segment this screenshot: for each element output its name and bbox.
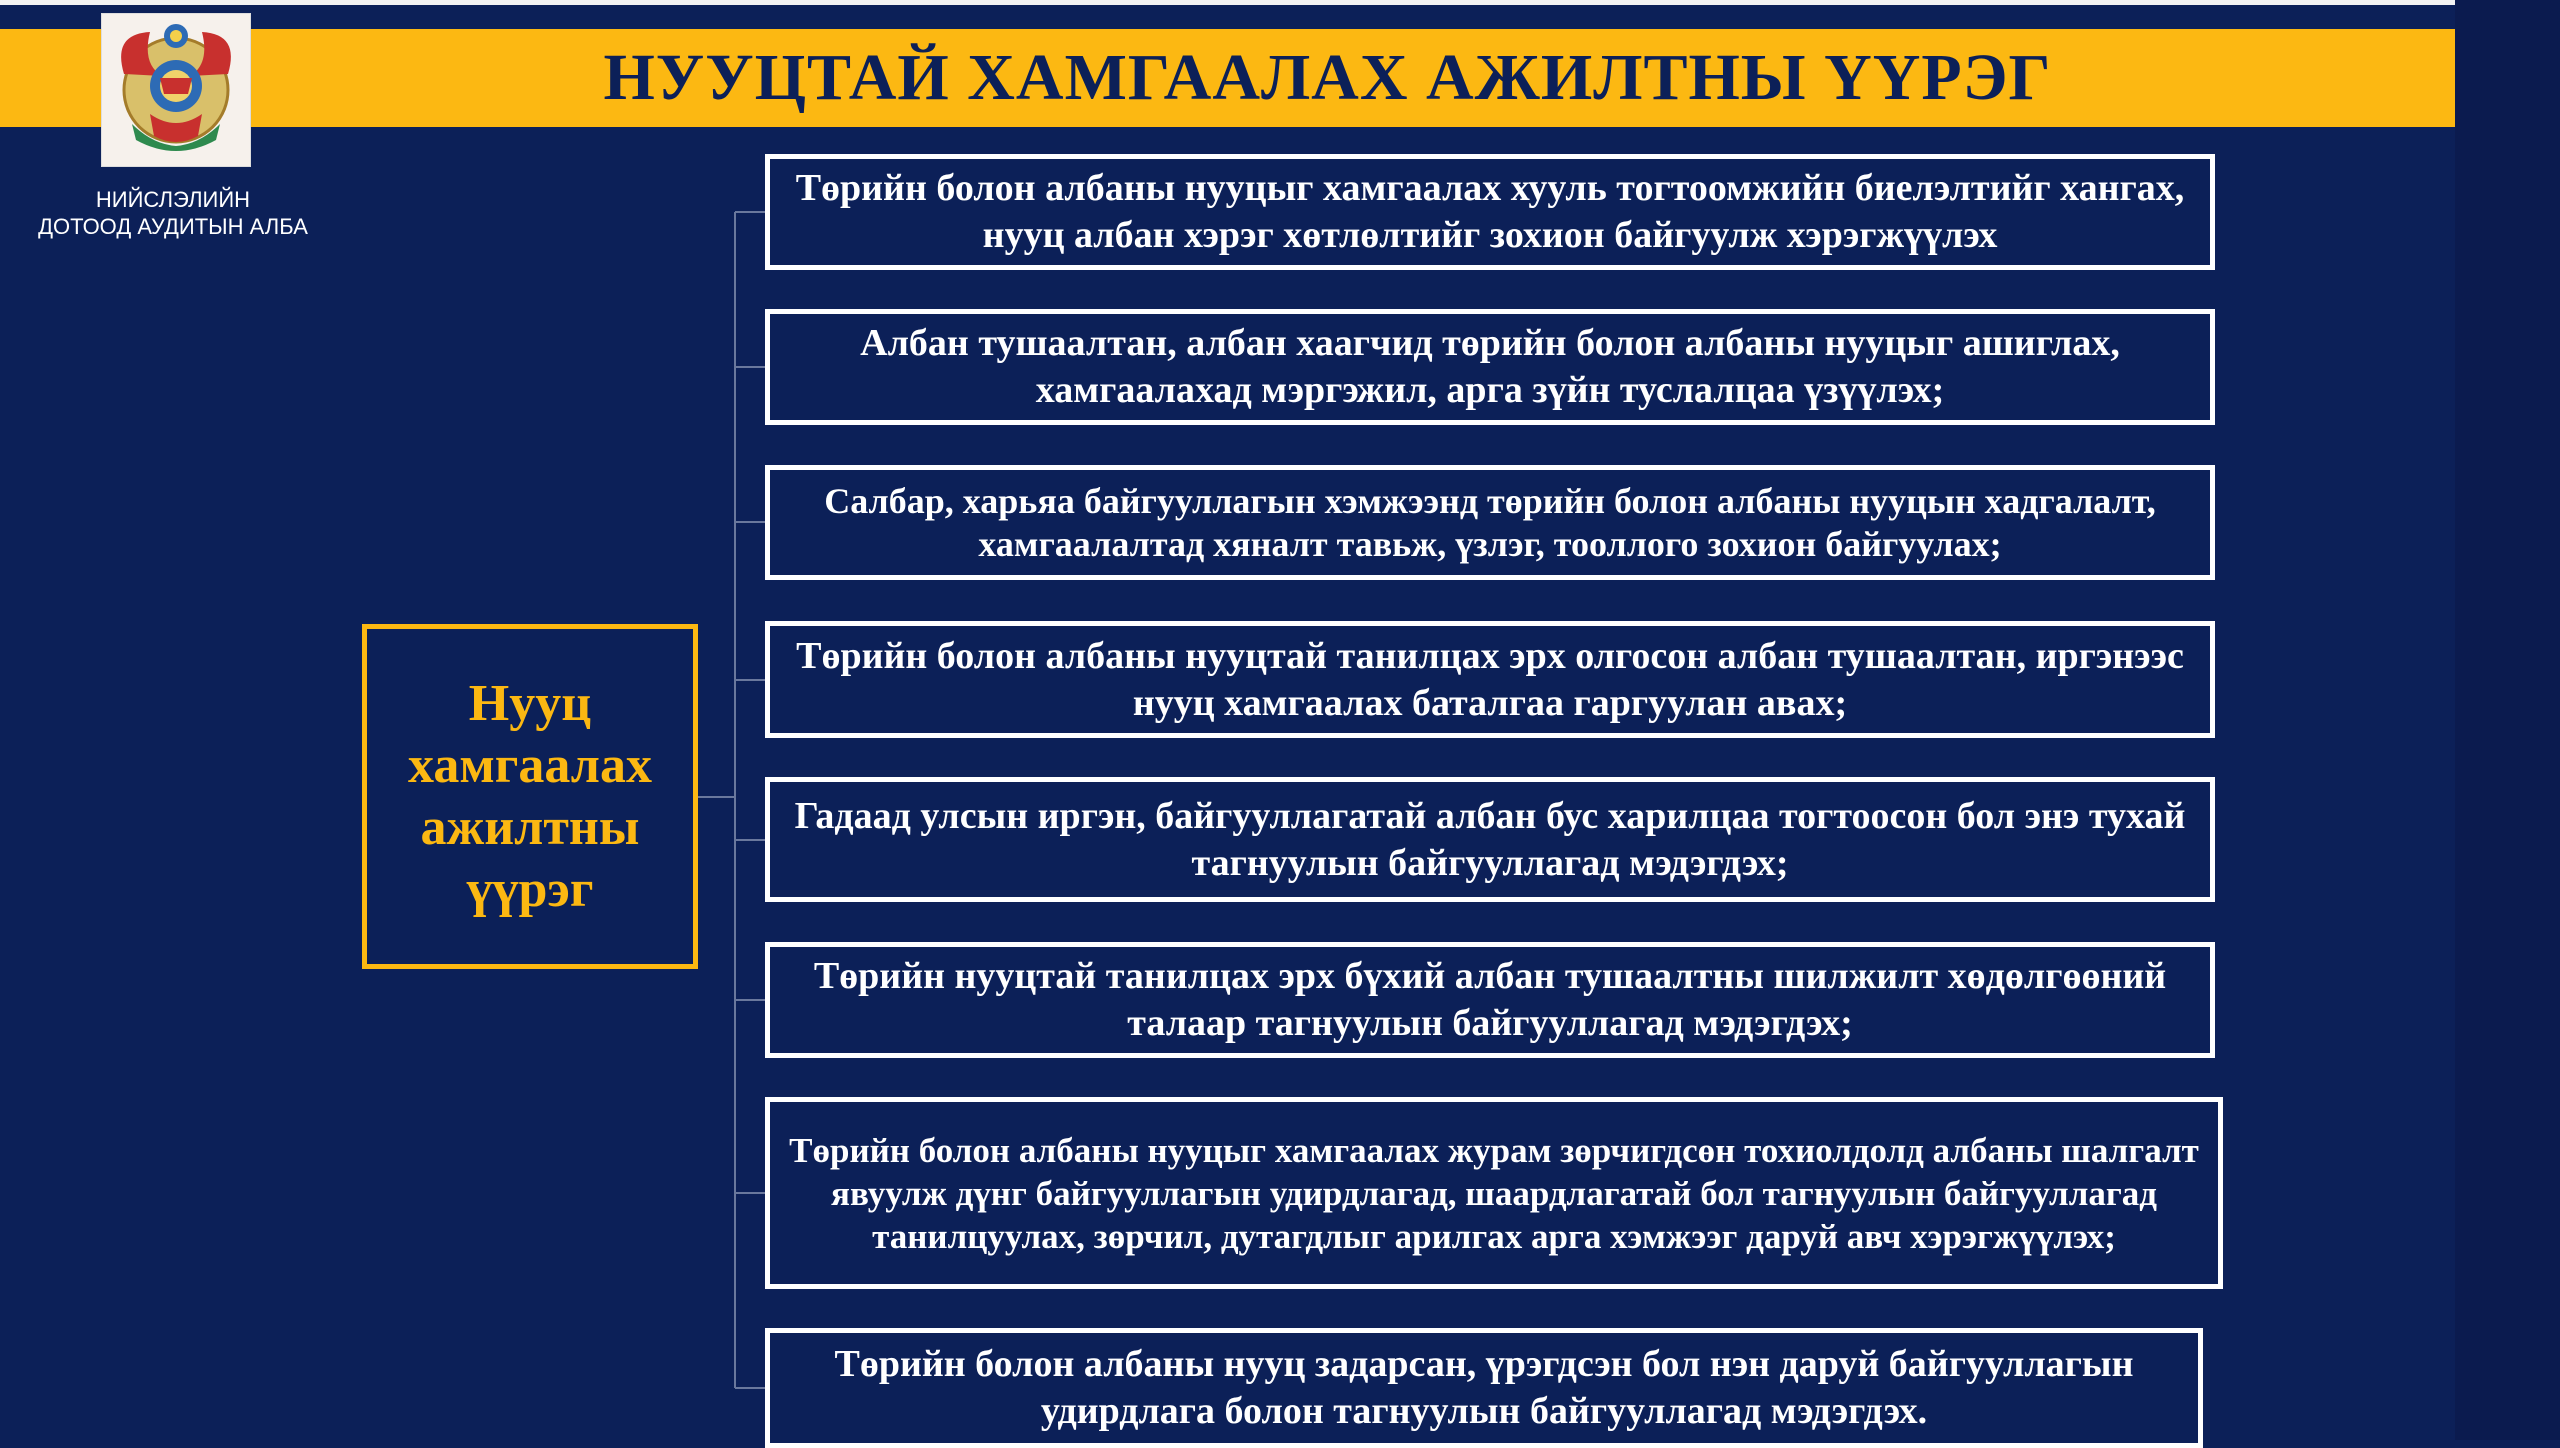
duty-text-4: Төрийн болон албаны нууцтай танилцах эрх олгосон албан тушаалтан, иргэнээс нууц хамгаалах баталгаа гаргуулан авах; [796,634,2184,724]
duty-box-7 [765,1097,2223,1289]
duty-box-4 [765,621,2215,738]
duty-text-5: Гадаад улсын иргэн, байгууллагатай албан бус харилцаа тогтоосон бол энэ тухай тагнуулын байгууллагад мэдэгдэх; [794,794,2186,884]
central-node [362,624,698,969]
duty-box-5 [765,777,2215,902]
duty-text-1: Төрийн болон албаны нууцыг хамгаалах хууль тогтоомжийн биелэлтийг хангах, нууц албан хэрэг хөтлөлтийг зохион байгуулж хэрэгжүүлэх [795,167,2185,256]
duty-text-7: Төрийн болон албаны нууцыг хамгаалах журам зөрчигдсөн тохиолдолд албаны шалгалт явуулж дүнг байгууллагын удирдлагад, шаардлагатай бол тагнуулын байгууллагад танилцуулах, зөрчил, дутагдлыг арилгах арга хэмжээг даруй авч хэрэгжүүлэх; [789,1130,2199,1256]
duty-box-2 [765,309,2215,425]
duty-box-6 [765,942,2215,1058]
duty-text-3: Салбар, харьяа байгууллагын хэмжээнд төрийн болон албаны нууцын хадгалалт, хамгаалалтад хяналт тавьж, үзлэг, тооллого зохион байгуулах; [824,480,2156,564]
duty-box-8 [765,1328,2203,1448]
central-node-label: Нууц хамгаалах ажилтны үүрэг [408,674,652,918]
duty-text-2: Албан тушаалтан, албан хаагчид төрийн болон албаны нууцыг ашиглах, хамгаалахад мэргэжил, арга зүйн туслалцаа үзүүлэх; [860,322,2120,411]
duty-box-3 [765,465,2215,580]
organization-line-1: НИЙСЛЭЛИЙН [95,187,251,212]
organization-line-2: ДОТООД АУДИТЫН АЛБА [38,214,308,239]
duty-text-6: Төрийн нууцтай танилцах эрх бүхий албан тушаалтны шилжилт хөдөлгөөний талаар тагнуулын байгууллагад мэдэгдэх; [813,955,2167,1044]
duty-box-1 [765,154,2215,270]
page-title: НУУЦТАЙ ХАМГААЛАХ АЖИЛТНЫ ҮҮРЭГ [603,41,2052,114]
duty-text-8: Төрийн болон албаны нууц задарсан, үрэгдсэн бол нэн даруй байгууллагын удирдлага болон тагнуулын байгууллагад мэдэгдэх. [834,1343,2134,1432]
